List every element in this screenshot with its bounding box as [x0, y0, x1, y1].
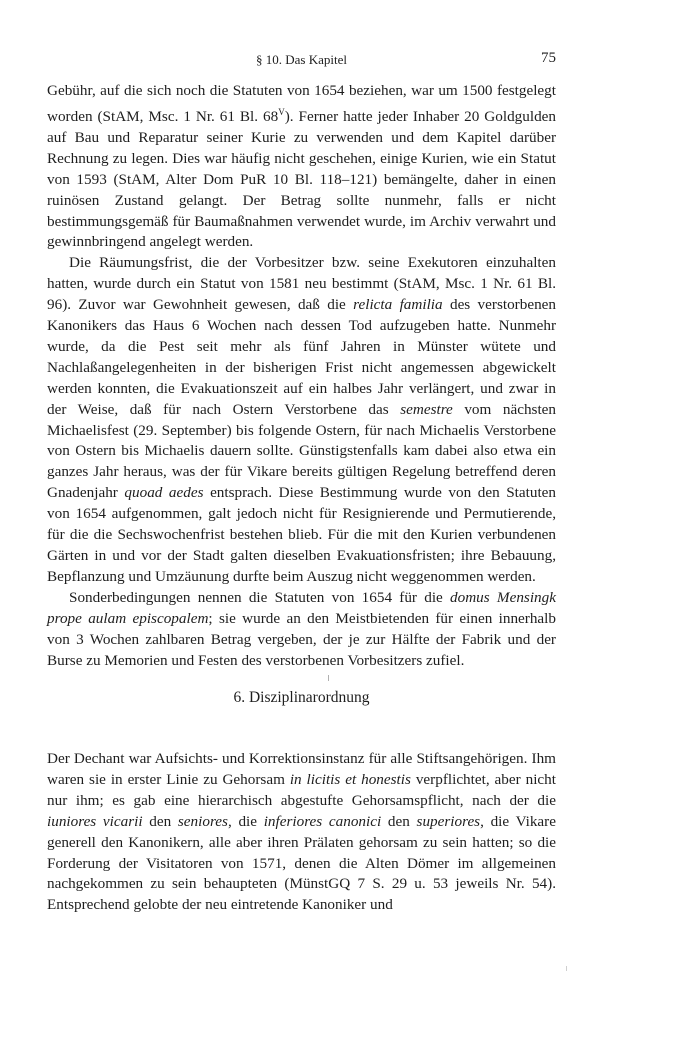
superscript: V: [278, 106, 285, 117]
latin-term: inferiores canonici: [263, 812, 382, 830]
text-run: Gebühr, auf die sich noch die Statuten von 1654 beziehen, war um 1500 festgelegt worden (StAM, Msc. 1 Nr. 61 Bl. 68: [47, 82, 556, 125]
latin-term: relicta familia: [353, 296, 443, 314]
text-run: ; sie wurde an den Meistbietenden für einen innerhalb von 3 Wochen zahlbaren Betrag vergeben, der je zur Hälfte der Fabrik und der Burse zu Memorien und Festen des verstorbenen Vorbesitzers zufiel.: [47, 609, 556, 669]
print-mark: [328, 675, 329, 681]
text-run: den: [142, 812, 178, 830]
text-run: den: [381, 812, 417, 830]
text-run: entsprach. Diese Bestimmung wurde von den Statuten von 1654 aufgenommen, galt jedoch nicht für Resignierende und Permutierende, für die die Sechswochenfrist bestehen blieb. Für die mit den Kurien verbundenen Gärten in und vor der Stadt galten dieselben Evakuationsfristen; ihre Bebauung, Bepflanzung und Umzäunung durfte beim Auszug nicht weggenommen werden.: [47, 484, 557, 585]
paragraph-3: [47, 588, 556, 672]
text-run: , die: [227, 812, 264, 830]
text-run: des verstorbenen Kanonikers das Haus 6 Wochen nach dessen Tod aufzugeben hatte. Nunmehr wurde, da die Pest seit mehr als fünf Jahren in Münster wütete und Nachlaßangelegenheiten in der bisherigen Frist nicht angemessen abgewickelt werden konnten, die Evakuationszeit auf ein halbes Jahr verlängert, und zwar in der Weise, daß für nach Ostern Verstorbene das: [47, 296, 556, 418]
paragraph-4: [47, 749, 556, 916]
text-run: Sonderbedingungen nennen die Statuten von 1654 für die: [69, 588, 451, 606]
latin-term: in licitis et honestis: [289, 770, 411, 788]
scan-speck: [566, 966, 567, 971]
text-run: verpflichtet, aber nicht nur ihm; es gab eine hierarchisch abgestufte Gehorsamspflicht, nach der die: [47, 770, 556, 809]
latin-term: quoad aedes: [124, 484, 204, 502]
section-heading: 6. Disziplinarordnung: [233, 689, 370, 706]
text-run: vom nächsten Michaelisfest (29. September) bis folgende Ostern, für nach Michaelis Verstorbene von Ostern bis Michaelis dauern sollte. Günstigstenfalls kam dabei also etwa ein ganzes Jahr heraus, was der für Vikare bereits gültigen Regelung betreffend deren Gnadenjahr: [47, 400, 556, 502]
text-run: Der Dechant war Aufsichts- und Korrektionsinstanz für alle Stiftsangehörigen. Ihm waren sie in erster Linie zu Gehorsam: [47, 750, 556, 788]
text-run: ). Ferner hatte jeder Inhaber 20 Goldgulden auf Bau und Reparatur seiner Kurie zu verwenden und dem Kapitel darüber Rechnung zu legen. Dies war häufig nicht geschehen, einige Kurien, wie ein Statut von 1593 (StAM, Alter Dom PuR 10 Bl. 118–121) bemängelte, daher in einen ruinösen Zustand gelangt. Der Betrag sollte nunmehr, falls er nicht bestimmungsgemäß für Baumaßnahmen verwendet wurde, im Archiv verwahrt und gewinnbringend angelegt werden.: [47, 107, 556, 251]
body-text: [47, 81, 556, 671]
latin-term: seniores: [177, 812, 228, 830]
paragraph-1: [47, 81, 556, 253]
latin-term: superiores: [416, 812, 481, 830]
latin-term: iuniores vicarii: [47, 812, 143, 830]
text-run: Die Räumungsfrist, die der Vorbesitzer bzw. seine Exekutoren einzuhalten hatten, wurde durch ein Statut von 1581 neu bestimmt (StAM, Msc. 1 Nr. 61 Bl. 96). Zuvor war Gewohnheit gewesen, daß die: [47, 254, 556, 314]
page-number: 75: [541, 50, 556, 66]
text-run: , die Vikare generell den Kanonikern, alle aber ihren Prälaten gehorsam zu sein hatten; so die Forderung der Visitatoren von 1571, denen die Alten Dömer im allgemeinen nachgekommen zu sein behaupteten (MünstGQ 7 S. 29 u. 53 jeweils Nr. 54). Entsprechend gelobte der neu eintretende Kanoniker und: [47, 812, 556, 914]
latin-term: semestre: [400, 400, 453, 418]
paragraph-2: [47, 253, 556, 588]
running-head: § 10. Das Kapitel: [256, 52, 347, 67]
body-text-section-6: [47, 749, 556, 916]
latin-term: domus Mensingk prope aulam episcopalem: [47, 588, 556, 627]
